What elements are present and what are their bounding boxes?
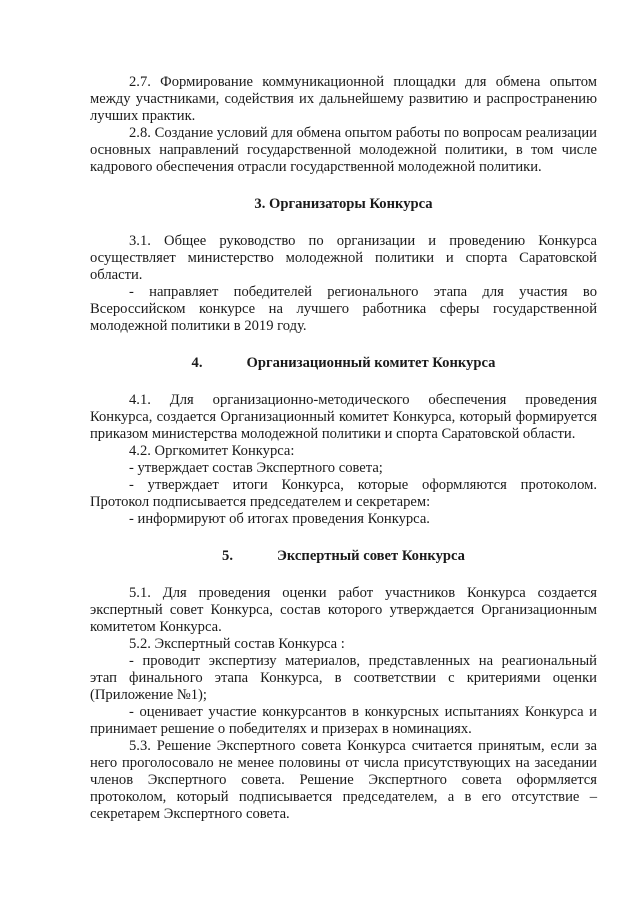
paragraph-3-1: 3.1. Общее руководство по организации и проведению Конкурса осуществляет министерство молодежной политики и спорта Саратовской области. [90,233,597,283]
section-4-title: Организационный комитет Конкурса [246,355,496,371]
paragraph-4-2: 4.2. Оргкомитет Конкурса: [129,443,295,459]
paragraph-2-8: 2.8. Создание условий для обмена опытом работы по вопросам реализации основных направлений государственной молодежной политики, в том числе кадрового обеспечения отрасли государственной молодежной политики. [90,125,597,175]
paragraph-5-2-bullet-2: - оценивает участие конкурсантов в конкурсных испытаниях Конкурса и принимает решение о победителях и призерах в номинациях. [90,704,597,737]
paragraph-5-3: 5.3. Решение Экспертного совета Конкурса считается принятым, если за него проголосовало не менее половины от числа присутствующих на заседании членов Экспертного совета. Решение Экспертного совета оформляется протоколом, который подписывается председателем, а в его отсутствие – секретарем Экспертного совета. [90,738,597,822]
section-5-heading [90,548,597,565]
section-3-heading: 3. Организаторы Конкурса [254,196,433,212]
paragraph-3-1-bullet: - направляет победителей регионального этапа для участия во Всероссийском конкурсе на лучшего работника сферы государственной молодежной политики в 2019 году. [90,284,597,334]
section-5-title: Экспертный совет Конкурса [276,548,465,564]
section-4-heading [90,355,597,372]
section-4-number: 4. [191,355,203,371]
paragraph-4-1: 4.1. Для организационно-методического обеспечения проведения Конкурса, создается Организационный комитет Конкурса, который формируется приказом министерства молодежной политики и спорта Саратовской области. [90,392,597,442]
paragraph-4-2-bullet-2: - утверждает итоги Конкурса, которые оформляются протоколом. Протокол подписывается председателем и секретарем: [90,477,597,510]
paragraph-4-2-bullet-1: - утверждает состав Экспертного совета; [129,460,383,476]
paragraph-4-2-bullet-3: - информируют об итогах проведения Конкурса. [129,511,430,527]
paragraph-2-7: 2.7. Формирование коммуникационной площадки для обмена опытом между участниками, содействия их дальнейшему развитию и распространению лучших практик. [90,74,597,124]
paragraph-5-2: 5.2. Экспертный состав Конкурса : [129,636,345,652]
section-5-number: 5. [222,548,233,564]
paragraph-5-1: 5.1. Для проведения оценки работ участников Конкурса создается экспертный совет Конкурса, состав которого утверждается Организационным комитетом Конкурса. [90,585,597,635]
paragraph-5-2-bullet-1: - проводит экспертизу материалов, представленных на реагиональный этап финального этапа Конкурса, в соответствии с критериями оценки (Приложение №1); [90,653,597,703]
